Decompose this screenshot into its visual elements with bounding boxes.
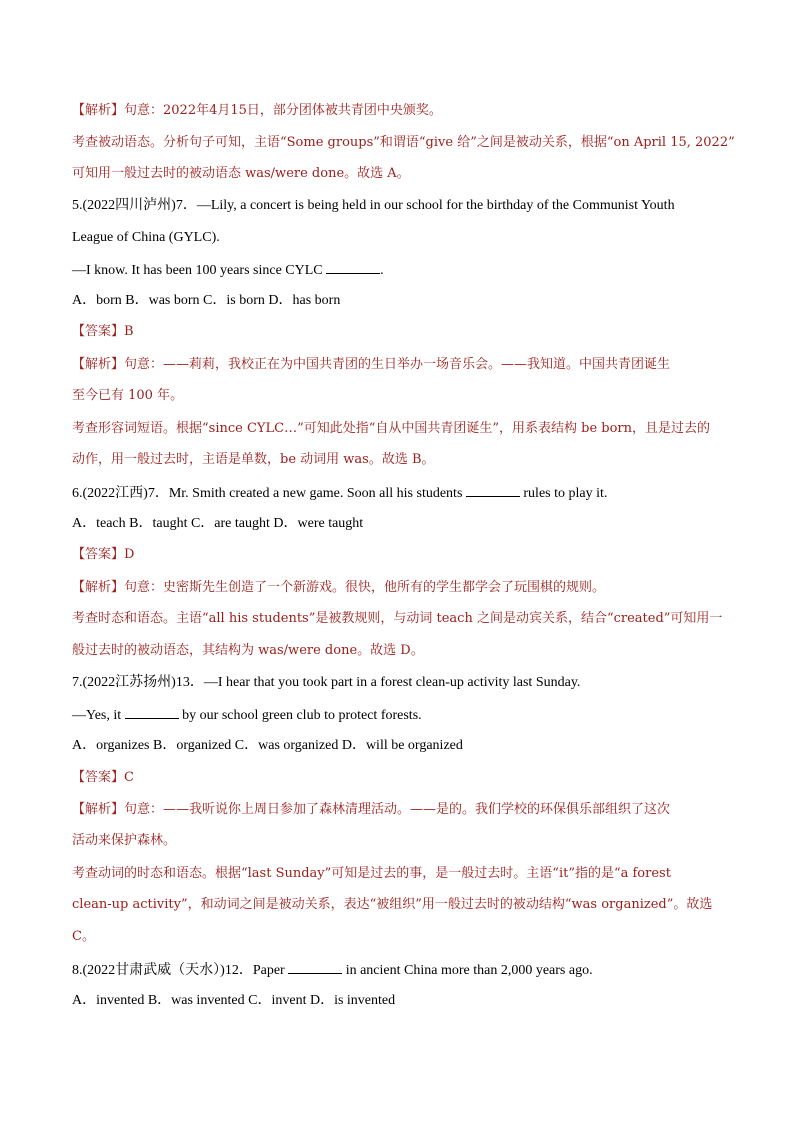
answer-tag: 【答案】 — [72, 324, 125, 339]
question-5-answer — [72, 322, 732, 342]
analysis-line: 考查形容词短语。根据“since CYLC…”可知此处指“自从中国共青团诞生”，用系表结构 be born，且是过去的 — [72, 421, 711, 436]
answer-blank — [466, 482, 520, 497]
question-text: —I know. It has been 100 years since CYLC — [72, 263, 323, 278]
question-text: in ancient China more than 2,000 years ago. — [345, 963, 593, 978]
question-text: —Yes, it — [72, 708, 122, 723]
answer-value: D — [124, 547, 135, 562]
question-6-stem — [72, 482, 732, 504]
analysis-line: clean-up activity”，和动词之间是被动关系，表达“被组织”用一般过去时的被动结构“was organized”。故选 — [72, 897, 713, 912]
analysis-line: 可知用一般过去时的被动语态 was/were done。故选 A。 — [72, 166, 410, 181]
question-6-answer — [72, 545, 732, 565]
analysis-line: 【解析】句意：——我听说你上周日参加了森林清理活动。——是的。我们学校的环保俱乐部组织了这次 — [72, 802, 671, 817]
question-text: . — [380, 263, 384, 278]
analysis-line: 至今已有 100 年。 — [72, 388, 184, 403]
answer-blank — [288, 959, 342, 974]
answer-value: B — [124, 324, 134, 339]
question-8-stem — [72, 959, 732, 981]
analysis-line: 【解析】句意：——莉莉，我校正在为中国共青团的生日举办一场音乐会。——我知道。中国共青团诞生 — [72, 357, 671, 372]
analysis-line: 【解析】句意：史密斯先生创造了一个新游戏。很快，他所有的学生都学会了玩围棋的规则。 — [72, 580, 606, 595]
question-8-options: A．invented B．was invented C．invent D．is invented — [72, 993, 396, 1008]
question-text: rules to play it. — [523, 486, 608, 501]
question-5-options: A．born B．was born C．is born D．has born — [72, 293, 341, 308]
analysis-line: 考查动词的时态和语态。根据“last Sunday”可知是过去的事，是一般过去时。主语“it”指的是“a forest — [72, 866, 671, 881]
analysis-line: 考查时态和语态。主语“all his students”是被教规则，与动词 teach 之间是动宾关系，结合“created”可知用一 — [72, 611, 723, 626]
question-7-options: A．organizes B．organized C．was organized D．will be organized — [72, 738, 463, 753]
question-text: by our school green club to protect forests. — [182, 708, 422, 723]
question-6-options: A．teach B．taught C．are taught D．were taught — [72, 516, 364, 531]
analysis-line: 活动来保护森林。 — [72, 833, 177, 848]
answer-blank — [125, 704, 179, 719]
analysis-line: C。 — [72, 929, 95, 944]
answer-blank — [326, 259, 380, 274]
question-7-stem: 7.(2022江苏扬州)13．—I hear that you took part in a forest clean-up activity last Sunday. — [72, 675, 581, 690]
question-5-dialogue — [72, 259, 732, 281]
question-text: 8.(2022甘肃武威（天水）)12．Paper — [72, 963, 285, 978]
analysis-line: 般过去时的被动语态，其结构为 was/were done。故选 D。 — [72, 643, 424, 658]
answer-tag: 【答案】 — [72, 770, 125, 785]
analysis-line: 考查被动语态。分析句子可知，主语“Some groups”和谓语“give 给”之间是被动关系，根据“on April 15, 2022” — [72, 135, 735, 150]
question-5-stem-cont: League of China (GYLC). — [72, 230, 220, 245]
question-7-answer — [72, 768, 732, 788]
analysis-line: 【解析】句意：2022年4月15日，部分团体被共青团中央颁奖。 — [72, 103, 442, 118]
answer-value: C — [124, 770, 134, 785]
question-7-dialogue — [72, 704, 732, 726]
question-5-stem: 5.(2022四川泸州)7．—Lily, a concert is being held in our school for the birthday of the Communist Youth — [72, 198, 675, 213]
answer-tag: 【答案】 — [72, 547, 125, 562]
question-text: 6.(2022江西)7．Mr. Smith created a new game. Soon all his students — [72, 486, 463, 501]
analysis-line: 动作，用一般过去时，主语是单数，be 动词用 was。故选 B。 — [72, 452, 435, 467]
